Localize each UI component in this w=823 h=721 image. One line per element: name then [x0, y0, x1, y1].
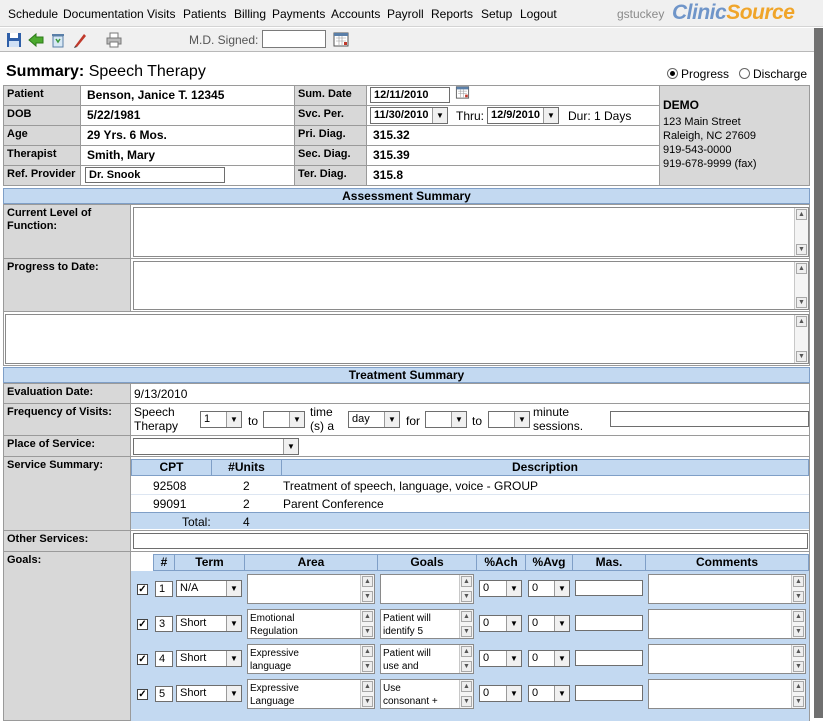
term-header: Term — [174, 554, 245, 571]
cpt-code: 92508 — [153, 479, 187, 493]
goal-term-select[interactable]: Short ▼ — [176, 615, 242, 632]
scroll-up-icon: ▲ — [793, 611, 804, 622]
mastery-header: Mas. — [572, 554, 646, 571]
goal-checkbox[interactable]: ✓ — [138, 584, 147, 595]
goal-avg-select[interactable]: 0 ▼ — [528, 685, 570, 702]
patient-value: Benson, Janice T. 12345 — [80, 85, 295, 106]
goal-avg-select[interactable]: 0 ▼ — [528, 615, 570, 632]
comments-header: Comments — [645, 554, 809, 571]
sum-date-calendar-icon[interactable] — [455, 85, 470, 99]
clinic-fax: 919-678-9999 (fax) — [663, 158, 757, 170]
evaluation-date-label: Evaluation Date: — [3, 383, 131, 404]
progress-to-date-textarea[interactable] — [133, 261, 809, 310]
chevron-down-icon: ▼ — [289, 412, 304, 427]
period-select[interactable]: day ▼ — [348, 411, 400, 428]
evaluation-date-value: 9/13/2010 — [130, 383, 810, 404]
current-level-textarea[interactable] — [133, 207, 809, 257]
menu-accounts[interactable]: Accounts — [331, 7, 381, 21]
scroll-down-icon: ▼ — [793, 626, 804, 637]
thru-label: Thru: — [456, 109, 485, 123]
progress-to-date-label: Progress to Date: — [3, 258, 131, 312]
scroll-up-icon: ▲ — [796, 209, 807, 220]
for-label: for — [406, 414, 421, 428]
sec-diag-label: Sec. Diag. — [294, 145, 367, 166]
area-header: Area — [244, 554, 378, 571]
scroll-up-icon: ▲ — [796, 263, 807, 274]
session-max-select[interactable] — [488, 411, 530, 428]
chevron-down-icon: ▼ — [384, 412, 399, 427]
scroll-down-icon: ▼ — [362, 626, 373, 637]
calendar-icon[interactable] — [333, 31, 349, 47]
clinic-street: 123 Main Street — [663, 116, 741, 128]
scroll-up-icon: ▲ — [796, 316, 807, 327]
frequency-max-select[interactable] — [263, 411, 305, 428]
menu-bar — [0, 0, 823, 27]
scroll-down-icon: ▼ — [793, 661, 804, 672]
minute-sessions-label: minute sessions. — [533, 405, 584, 433]
scroll-up-icon: ▲ — [461, 611, 472, 622]
chevron-down-icon: ▼ — [226, 686, 241, 701]
goal-text-textarea[interactable]: Use consonant + ▲ ▼ — [380, 679, 474, 709]
duration-label: Dur: 1 Days — [568, 109, 632, 123]
other-services-label: Other Services: — [3, 530, 131, 552]
pri-diag-value: 315.32 — [366, 125, 660, 146]
therapist-label: Therapist — [3, 145, 81, 166]
goal-number-input[interactable]: 3 — [155, 616, 173, 632]
current-level-label: Current Level of Function: — [3, 204, 131, 259]
goal-checkbox[interactable]: ✓ — [138, 619, 147, 630]
cpt-units: 2 — [243, 497, 250, 511]
chevron-down-icon: ▼ — [554, 616, 569, 631]
back-arrow-icon[interactable] — [27, 31, 45, 49]
md-signed-label: M.D. Signed: — [189, 33, 259, 47]
chevron-down-icon: ▼ — [283, 439, 298, 454]
cpt-description: Parent Conference — [283, 497, 384, 511]
frequency-notes-input[interactable] — [610, 411, 809, 427]
chevron-down-icon: ▼ — [554, 651, 569, 666]
goal-comments-textarea[interactable] — [648, 644, 806, 674]
goals-check-header — [131, 554, 153, 571]
scroll-down-icon: ▼ — [796, 244, 807, 255]
goal-term-select[interactable]: Short ▼ — [176, 685, 242, 702]
menu-schedule[interactable]: Schedule — [8, 7, 59, 21]
cpt-description: Treatment of speech, language, voice - GROUP — [283, 479, 539, 493]
goal-comments-textarea[interactable] — [648, 609, 806, 639]
to-label-2: to — [472, 414, 483, 428]
goal-area-textarea[interactable] — [247, 574, 375, 604]
sec-diag-value: 315.39 — [366, 145, 660, 166]
chevron-down-icon: ▼ — [506, 651, 521, 666]
menu-reports[interactable]: Reports — [431, 7, 474, 21]
goal-mastery-input[interactable] — [575, 650, 643, 666]
svc-from-select[interactable]: 11/30/2010 ▼ — [370, 107, 448, 124]
scroll-up-icon: ▲ — [793, 681, 804, 692]
svc-to-select[interactable]: 12/9/2010 ▼ — [487, 107, 559, 124]
scroll-up-icon: ▲ — [793, 646, 804, 657]
chevron-down-icon: ▼ — [554, 581, 569, 596]
clinic-name: DEMO — [663, 98, 699, 112]
clinic-phone: 919-543-0000 — [663, 144, 732, 156]
assessment-summary-header: Assessment Summary — [3, 188, 810, 204]
to-label: to — [248, 414, 259, 428]
menu-billing[interactable]: Billing — [234, 7, 267, 21]
description-column-header: Description — [281, 459, 809, 476]
goal-number-input[interactable]: 1 — [155, 581, 173, 597]
notes-textarea[interactable] — [5, 314, 809, 364]
goal-number-input[interactable]: 4 — [155, 651, 173, 667]
scroll-up-icon: ▲ — [461, 681, 472, 692]
scroll-up-icon: ▲ — [362, 611, 373, 622]
cpt-code: 99091 — [153, 497, 187, 511]
menu-logout[interactable]: Logout — [520, 7, 557, 21]
menu-visits[interactable]: Visits — [147, 7, 176, 21]
units-column-header: #Units — [211, 459, 282, 476]
total-units: 4 — [243, 515, 250, 529]
ter-diag-value: 315.8 — [366, 165, 660, 186]
scroll-down-icon: ▼ — [793, 591, 804, 602]
place-of-service-label: Place of Service: — [3, 435, 131, 457]
dob-value: 5/22/1981 — [80, 105, 295, 126]
pct-ach-header: %Ach — [476, 554, 526, 571]
scroll-down-icon: ▼ — [461, 696, 472, 707]
pri-diag-label: Pri. Diag. — [294, 125, 367, 146]
scroll-up-icon: ▲ — [362, 681, 373, 692]
goals-label: Goals: — [3, 551, 131, 721]
chevron-down-icon: ▼ — [506, 686, 521, 701]
chevron-down-icon: ▼ — [506, 581, 521, 596]
age-value: 29 Yrs. 6 Mos. — [80, 125, 295, 146]
scroll-down-icon: ▼ — [362, 661, 373, 672]
page-title: Summary: Speech Therapy — [6, 63, 206, 80]
scroll-up-icon: ▲ — [362, 646, 373, 657]
chevron-down-icon: ▼ — [226, 581, 241, 596]
sum-date-label: Sum. Date — [294, 85, 367, 106]
clinic-city: Raleigh, NC 27609 — [663, 130, 756, 142]
goals-header: Goals — [377, 554, 477, 571]
scroll-up-icon: ▲ — [362, 576, 373, 587]
goal-area-textarea[interactable]: Expressive Language ▲ ▼ — [247, 679, 375, 709]
cpt-units: 2 — [243, 479, 250, 493]
goal-avg-select[interactable]: 0 ▼ — [528, 580, 570, 597]
menu-documentation[interactable]: Documentation — [63, 7, 144, 21]
chevron-down-icon: ▼ — [432, 108, 447, 123]
frequency-discipline: Speech Therapy — [134, 405, 179, 433]
scroll-down-icon: ▼ — [796, 351, 807, 362]
chevron-down-icon: ▼ — [554, 686, 569, 701]
scroll-down-icon: ▼ — [461, 591, 472, 602]
goal-ach-select[interactable]: 0 ▼ — [479, 650, 522, 667]
goal-mastery-input[interactable] — [575, 685, 643, 701]
ref-provider-label: Ref. Provider — [3, 165, 81, 186]
scroll-down-icon: ▼ — [362, 591, 373, 602]
goal-area-textarea[interactable]: Expressive language ▲ ▼ — [247, 644, 375, 674]
cpt-column-header: CPT — [131, 459, 212, 476]
goal-checkbox[interactable]: ✓ — [138, 654, 147, 665]
goal-term-select[interactable]: N/A ▼ — [176, 580, 242, 597]
goal-text-textarea[interactable] — [380, 574, 474, 604]
time-label: time (s) a — [310, 405, 334, 433]
scroll-down-icon: ▼ — [461, 661, 472, 672]
goal-comments-textarea[interactable] — [648, 574, 806, 604]
menu-setup[interactable]: Setup — [481, 7, 513, 21]
chevron-down-icon: ▼ — [451, 412, 466, 427]
frequency-count-select[interactable]: 1 ▼ — [200, 411, 242, 428]
goal-ach-select[interactable]: 0 ▼ — [479, 685, 522, 702]
goal-text-textarea[interactable]: Patient will use and ▲ ▼ — [380, 644, 474, 674]
treatment-summary-header: Treatment Summary — [3, 367, 810, 383]
pct-avg-header: %Avg — [525, 554, 573, 571]
goal-mastery-input[interactable] — [575, 615, 643, 631]
goal-text-textarea[interactable]: Patient will identify 5 ▲ ▼ — [380, 609, 474, 639]
pen-icon[interactable] — [71, 31, 89, 49]
printer-icon[interactable] — [105, 31, 123, 49]
scroll-down-icon: ▼ — [793, 696, 804, 707]
frequency-label: Frequency of Visits: — [3, 403, 131, 436]
ter-diag-label: Ter. Diag. — [294, 165, 367, 186]
total-row — [131, 512, 809, 529]
scroll-down-icon: ▼ — [362, 696, 373, 707]
scroll-up-icon: ▲ — [461, 576, 472, 587]
clinicsource-logo: ClinicSource — [672, 1, 795, 24]
discharge-radio[interactable]: Discharge — [739, 67, 807, 81]
goal-number-input[interactable]: 5 — [155, 686, 173, 702]
scroll-up-icon: ▲ — [461, 646, 472, 657]
chevron-down-icon: ▼ — [514, 412, 529, 427]
goal-ach-select[interactable]: 0 ▼ — [479, 580, 522, 597]
goal-term-select[interactable]: Short ▼ — [176, 650, 242, 667]
chevron-down-icon: ▼ — [543, 108, 558, 123]
clinic-info — [659, 85, 810, 186]
goal-ach-select[interactable]: 0 ▼ — [479, 615, 522, 632]
goal-area-textarea[interactable]: Emotional Regulation ▲ ▼ — [247, 609, 375, 639]
recycle-icon[interactable] — [49, 31, 67, 49]
patient-label: Patient — [3, 85, 81, 106]
dob-label: DOB — [3, 105, 81, 126]
sum-date-input[interactable]: 12/11/2010 — [370, 87, 450, 103]
scroll-up-icon: ▲ — [793, 576, 804, 587]
toolbar — [0, 28, 823, 52]
goal-comments-textarea[interactable] — [648, 679, 806, 709]
username-label: gstuckey — [617, 7, 665, 21]
menu-payroll[interactable]: Payroll — [387, 7, 424, 21]
menu-patients[interactable]: Patients — [183, 7, 227, 21]
chevron-down-icon: ▼ — [226, 616, 241, 631]
place-of-service-select[interactable] — [133, 438, 299, 455]
goal-mastery-input[interactable] — [575, 580, 643, 596]
therapist-value: Smith, Mary — [80, 145, 295, 166]
goal-number-header: # — [153, 554, 175, 571]
other-services-input[interactable] — [133, 533, 808, 549]
chevron-down-icon: ▼ — [506, 616, 521, 631]
md-signed-input[interactable] — [262, 30, 326, 48]
goal-checkbox[interactable]: ✓ — [138, 689, 147, 700]
progress-radio[interactable]: Progress — [667, 67, 729, 81]
chevron-down-icon: ▼ — [226, 412, 241, 427]
scroll-down-icon: ▼ — [796, 297, 807, 308]
scroll-down-icon: ▼ — [461, 626, 472, 637]
row-divider — [131, 494, 809, 495]
save-icon[interactable] — [5, 31, 23, 49]
session-min-select[interactable] — [425, 411, 467, 428]
total-label: Total: — [182, 515, 211, 529]
ref-provider-input[interactable]: Dr. Snook — [85, 167, 225, 183]
chevron-down-icon: ▼ — [226, 651, 241, 666]
service-summary-label: Service Summary: — [3, 456, 131, 531]
goal-avg-select[interactable]: 0 ▼ — [528, 650, 570, 667]
menu-payments[interactable]: Payments — [272, 7, 326, 21]
svc-per-label: Svc. Per. — [294, 105, 367, 126]
window-edge — [814, 28, 823, 718]
age-label: Age — [3, 125, 81, 146]
